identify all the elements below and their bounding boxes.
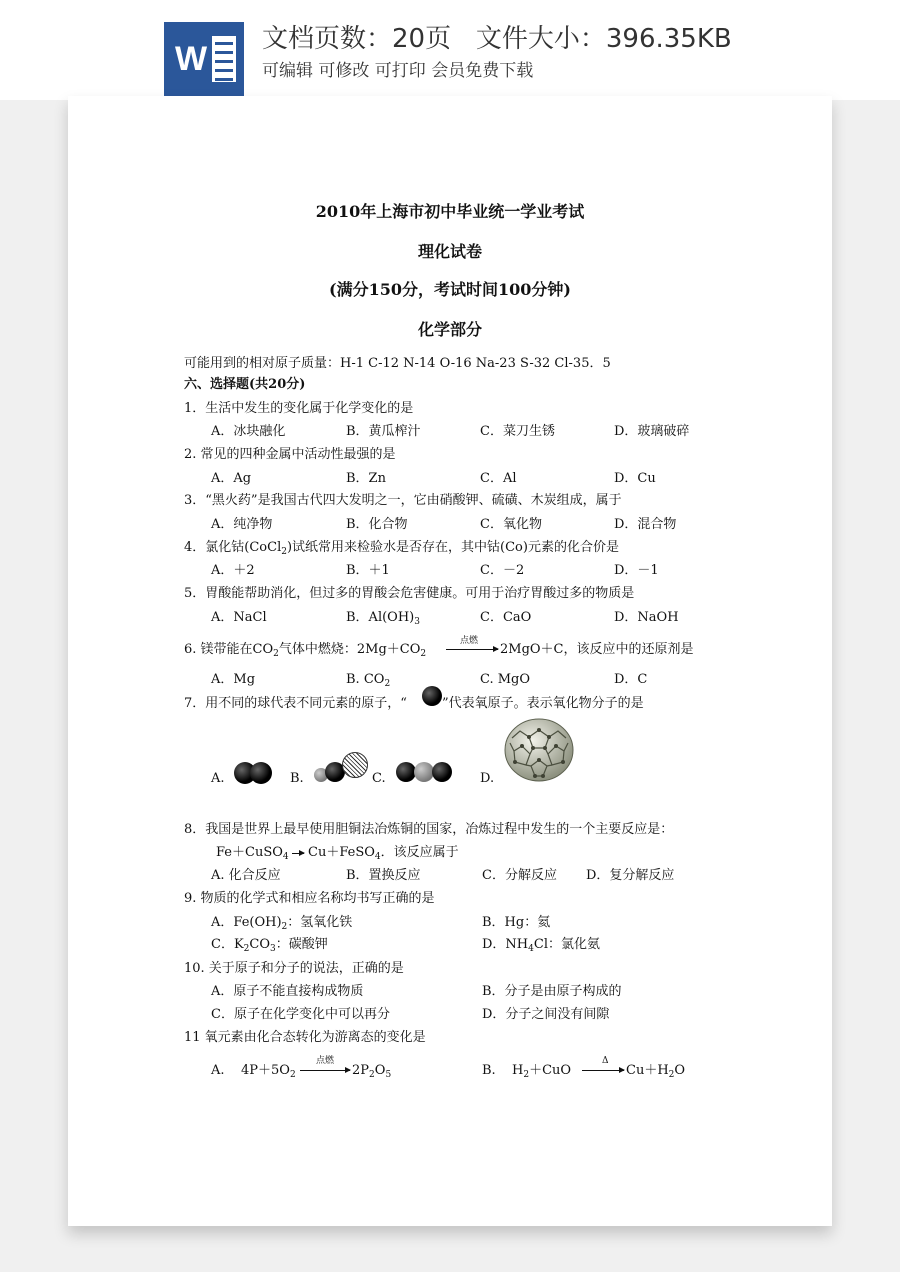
- q9-option-b: B．Hg：氦: [482, 915, 551, 930]
- q10-option-d: D．分子之间没有间隙: [482, 1007, 610, 1022]
- q10-option-b: B．分子是由原子构成的: [482, 984, 622, 999]
- question-2-stem: 2. 常见的四种金属中活动性最强的是: [184, 447, 396, 462]
- q6-option-b: B. $CO_2$: [346, 672, 391, 689]
- question-7-stem-start: 7．用不同的球代表不同元素的原子，“: [184, 696, 407, 711]
- document-lines-icon: [212, 36, 236, 82]
- q11-a-arrow: [300, 1070, 350, 1071]
- q6-option-d: D．C: [614, 672, 648, 687]
- q1-option-a: A．冰块融化: [211, 424, 286, 439]
- q7-c-atom-2: [414, 762, 434, 782]
- q11-b-condition: Δ: [602, 1056, 609, 1066]
- q2-option-d: D．Cu: [614, 471, 656, 486]
- q5-option-d: D．NaOH: [614, 610, 679, 625]
- q8-option-a: A. 化合反应: [211, 868, 281, 883]
- q5-option-a: A．NaCl: [211, 610, 267, 625]
- q9-option-a: A．$Fe(OH)_2$：氢氧化铁: [211, 915, 353, 932]
- q1-option-d: D．玻璃破碎: [614, 424, 690, 439]
- question-1-stem: 1．生活中发生的变化属于化学变化的是: [184, 401, 414, 416]
- q11-option-b-label: B.: [482, 1063, 496, 1078]
- q7-c-atom-1: [396, 762, 416, 782]
- q4-option-b: B．＋1: [346, 563, 390, 578]
- file-info-title: 文档页数：20页 文件大小：396.35KB: [262, 24, 732, 54]
- q7-option-d: D.: [480, 771, 495, 786]
- oxygen-atom-icon: [422, 686, 442, 706]
- atomic-masses: 可能用到的相对原子质量：H-1 C-12 N-14 O-16 Na-23 S-32 Cl-35．5: [184, 356, 611, 371]
- file-info-subtitle: 可编辑 可修改 可打印 会员免费下载: [262, 61, 534, 81]
- q5-option-b: B．$Al(OH)_3$: [346, 610, 420, 627]
- q11-a-equation-left: $4P+5O_2$: [241, 1063, 296, 1080]
- q6-option-c: C. MgO: [480, 672, 531, 687]
- exam-subtitle: 理化试卷: [417, 242, 482, 261]
- exam-title: 2010年上海市初中毕业统一学业考试: [315, 202, 585, 221]
- q3-option-a: A．纯净物: [211, 517, 273, 532]
- question-6-stem-start: 6. 镁带能在$CO_2$气体中燃烧：$2Mg+CO_2$: [184, 642, 427, 659]
- q11-option-a-label: A.: [211, 1063, 225, 1078]
- question-4-stem: 4．氯化钴(CoCl$_2$)试纸常用来检验水是否存在，其中钴(Co)元素的化合价是: [184, 540, 619, 557]
- q11-a-equation-right: $2P_2O_5$: [352, 1063, 392, 1080]
- section-title: 化学部分: [417, 320, 482, 339]
- q11-b-equation-left: $H_2+CuO$: [512, 1063, 572, 1080]
- q4-option-a: A．＋2: [211, 563, 255, 578]
- q11-b-equation-right: $Cu+H_2O$: [626, 1063, 686, 1080]
- q8-option-c: C．分解反应: [482, 868, 557, 883]
- q11-a-condition: 点燃: [316, 1056, 335, 1066]
- fullerene-molecule-icon: [502, 716, 576, 784]
- q6-reaction-arrow: [446, 649, 498, 650]
- q7-option-b: B.: [290, 771, 304, 786]
- q7-b-atom-hatched: [342, 752, 368, 778]
- question-9-stem: 9. 物质的化学式和相应名称均书写正确的是: [184, 891, 435, 906]
- q3-option-b: B．化合物: [346, 517, 408, 532]
- word-letter: W: [174, 40, 208, 78]
- q1-option-c: C．菜刀生锈: [480, 424, 555, 439]
- q11-b-arrow: [582, 1070, 624, 1071]
- q6-reaction-condition: 点燃: [460, 636, 479, 646]
- q2-option-a: A．Ag: [211, 471, 252, 486]
- question-3-stem: 3．“黑火药”是我国古代四大发明之一，它由硝酸钾、硫磺、木炭组成，属于: [184, 493, 622, 508]
- q9-option-d: D．$NH_4Cl$：氯化氨: [482, 937, 600, 954]
- q1-option-b: B．黄瓜榨汁: [346, 424, 421, 439]
- q3-option-d: D．混合物: [614, 517, 677, 532]
- q8-option-d: D．复分解反应: [586, 868, 675, 883]
- question-7-stem-end: ”代表氧原子。表示氧化物分子的是: [442, 696, 644, 711]
- word-document-icon: [164, 22, 244, 96]
- q4-option-c: C．－2: [480, 563, 525, 578]
- q2-option-b: B．Zn: [346, 471, 386, 486]
- question-11-stem: 11 氧元素由化合态转化为游离态的变化是: [184, 1030, 426, 1045]
- q4-option-d: D．－1: [614, 563, 659, 578]
- q10-option-a: A．原子不能直接构成物质: [211, 984, 364, 999]
- q8-reaction-arrow: [292, 853, 304, 854]
- q8-option-b: B．置换反应: [346, 868, 421, 883]
- q6-option-a: A．Mg: [211, 672, 256, 687]
- q10-option-c: C．原子在化学变化中可以再分: [211, 1007, 390, 1022]
- q2-option-c: C．Al: [480, 471, 517, 486]
- question-8-stem: 8．我国是世界上最早使用胆铜法冶炼铜的国家，冶炼过程中发生的一个主要反应是：: [184, 822, 674, 837]
- q7-option-c: C.: [372, 771, 386, 786]
- header-banner: [0, 0, 900, 100]
- q7-option-a: A.: [211, 771, 225, 786]
- q3-option-c: C．氧化物: [480, 517, 542, 532]
- question-5-stem: 5．胃酸能帮助消化，但过多的胃酸会危害健康。可用于治疗胃酸过多的物质是: [184, 586, 635, 601]
- part-heading: 六、选择题(共20分): [184, 377, 306, 392]
- q7-c-atom-3: [432, 762, 452, 782]
- q8-equation-left: Fe＋CuSO$_4$: [216, 845, 289, 862]
- q5-option-c: C．CaO: [480, 610, 532, 625]
- q8-equation-right: Cu＋FeSO$_4$．该反应属于: [308, 845, 459, 862]
- q9-option-c: C．$K_2CO_3$：碳酸钾: [211, 937, 328, 954]
- question-10-stem: 10. 关于原子和分子的说法，正确的是: [184, 961, 404, 976]
- q7-a-atom-2: [250, 762, 272, 784]
- exam-note: (满分150分，考试时间100分钟): [329, 280, 571, 299]
- question-6-stem-end: 2MgO＋C，该反应中的还原剂是: [500, 642, 694, 657]
- document-page: [68, 96, 832, 1226]
